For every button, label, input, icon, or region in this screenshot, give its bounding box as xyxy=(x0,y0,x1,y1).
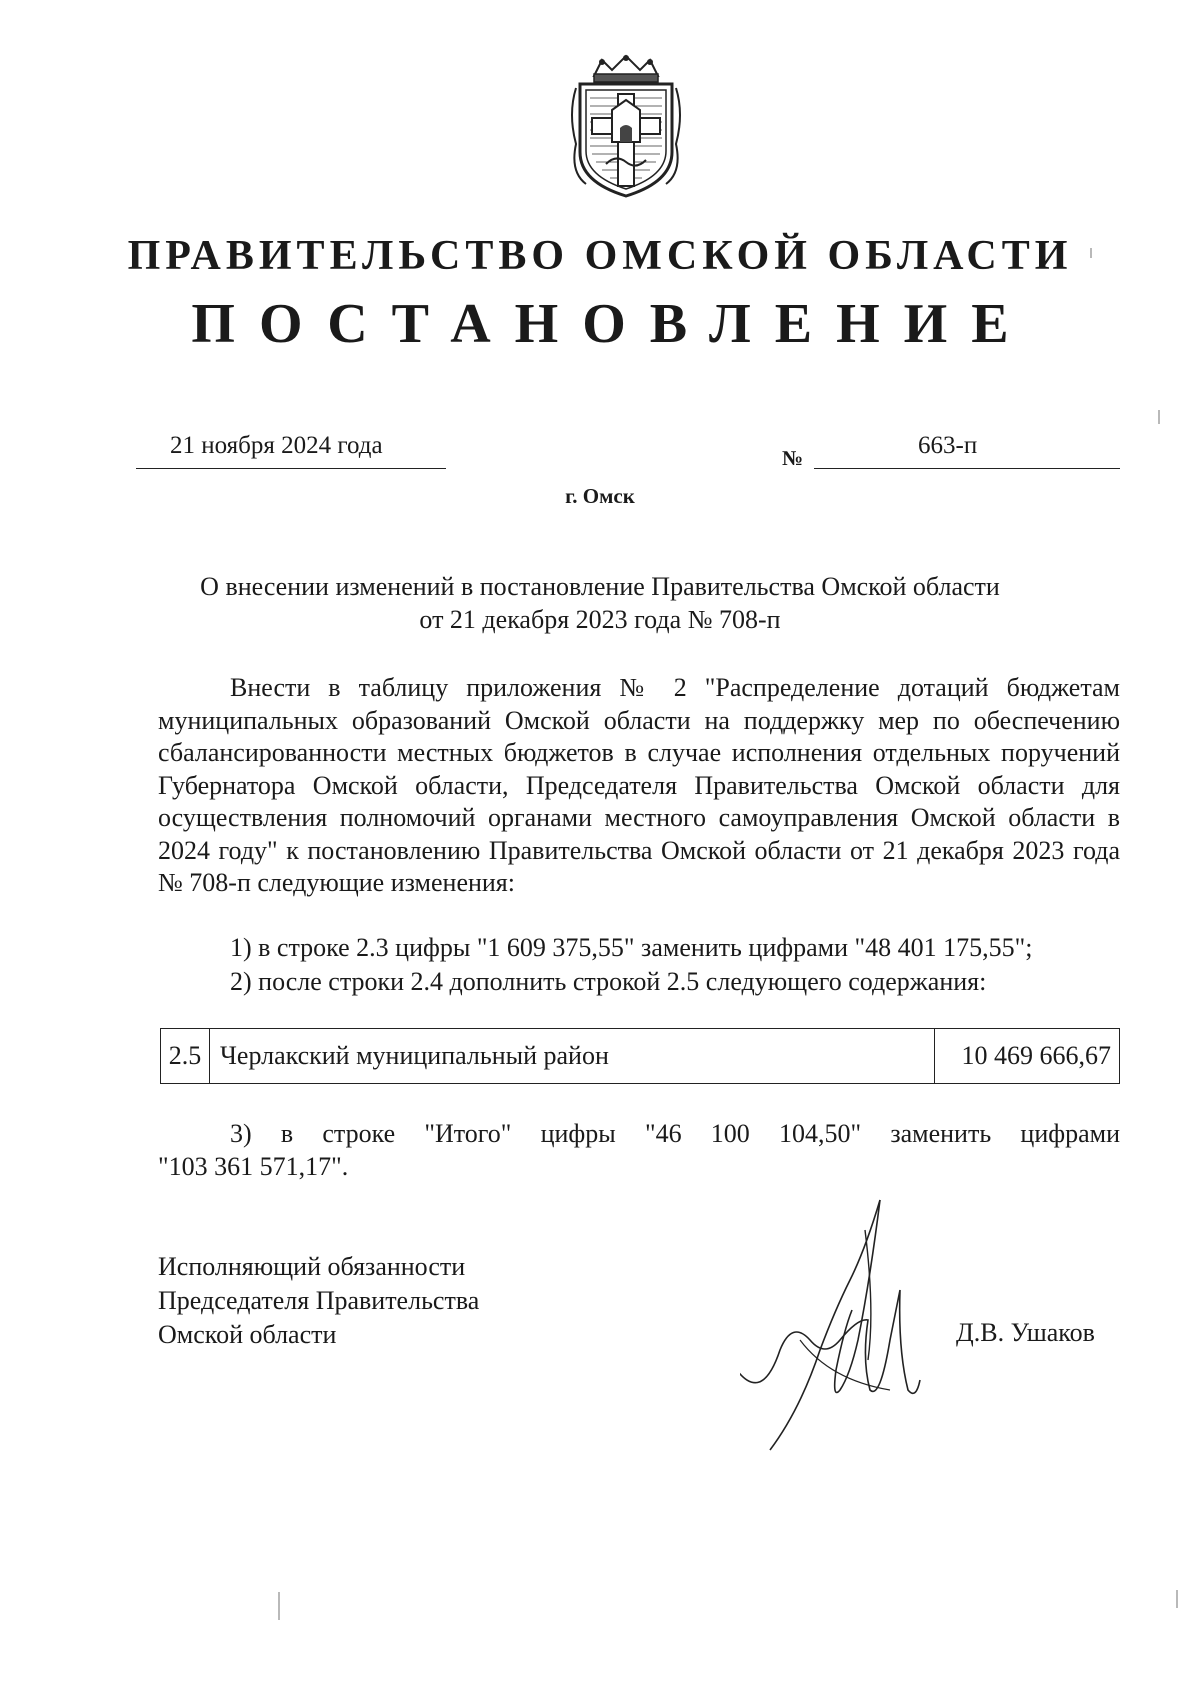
city-name: г. Омск xyxy=(565,484,635,508)
change-item-1: 1) в строке 2.3 цифры "1 609 375,55" заменить цифрами "48 401 175,55"; xyxy=(230,933,1033,962)
scan-artifact xyxy=(1090,248,1092,258)
signer-position-line-3: Омской области xyxy=(158,1320,337,1349)
date-field xyxy=(136,432,446,469)
signer-position-line-2: Председателя Правительства xyxy=(158,1286,480,1315)
scan-artifact xyxy=(1158,410,1160,424)
number-label: № xyxy=(782,446,804,470)
signer-position-line-1: Исполняющий обязанности xyxy=(158,1252,466,1281)
document-date: 21 ноября 2024 года xyxy=(170,432,383,459)
change-item-3-line-1: 3) в строке "Итого" цифры "46 100 104,50" заменить цифрами xyxy=(230,1119,1120,1148)
change-item-2: 2) после строки 2.4 дополнить строкой 2.5 следующего содержания: xyxy=(230,967,987,996)
inserted-row-table xyxy=(160,1028,1120,1084)
government-title: ПРАВИТЕЛЬСТВО ОМСКОЙ ОБЛАСТИ xyxy=(127,233,1073,279)
amount-cell: 10 469 666,67 xyxy=(935,1029,1120,1084)
signer-position xyxy=(158,1250,479,1352)
change-item-3 xyxy=(158,1118,1120,1183)
row-number-cell: 2.5 xyxy=(161,1029,210,1084)
scan-artifact xyxy=(278,1592,280,1620)
main-paragraph: Внести в таблицу приложения № 2 "Распределение дотаций бюджетам муниципальных образований Омской области на поддержку мер по обеспечению сбалансированности местных бюджетов в случае исполнения отдельных поручений Губернатора Омской области, Председателя Правительства Омской области для осуществления полномочий органами местного самоуправления Омской области в 2024 году" к постановлению Правительства Омской области от 21 декабря 2023 года № 708-п следующие изменения: xyxy=(158,673,1120,897)
number-field xyxy=(814,432,1120,469)
document-subject xyxy=(150,570,1050,636)
scan-artifact xyxy=(1176,1590,1178,1608)
district-name-cell: Черлакский муниципальный район xyxy=(210,1029,935,1084)
signer-name: Д.В. Ушаков xyxy=(956,1318,1095,1347)
change-item-3-line-2: "103 361 571,17". xyxy=(158,1151,349,1181)
handwritten-signature-icon xyxy=(740,1190,960,1470)
subject-line-1: О внесении изменений в постановление Правительства Омской области xyxy=(200,572,1000,601)
omsk-coat-of-arms-icon xyxy=(566,54,686,200)
table-row xyxy=(161,1029,1120,1084)
document-type-title: ПОСТАНОВЛЕНИЕ xyxy=(191,293,1033,355)
subject-line-2: от 21 декабря 2023 года № 708-п xyxy=(419,605,781,634)
document-number: 663-п xyxy=(918,432,978,459)
